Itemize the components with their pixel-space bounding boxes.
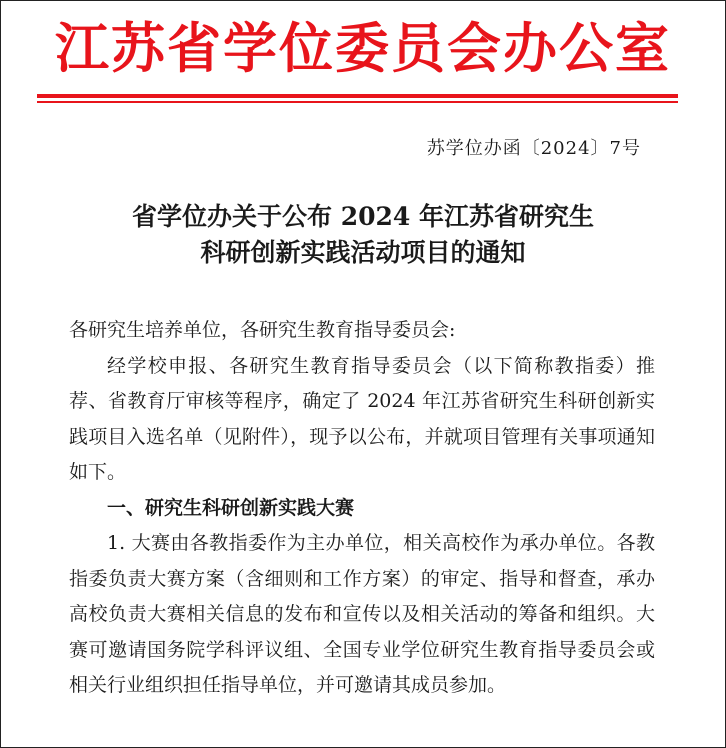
section-1-item-1: 1. 大赛由各教指委作为主办单位，相关高校作为承办单位。各教指委负责大赛方案（含细则和工作方案）的审定、指导和督查，承办高校负责大赛相关信息的发布和宣传以及相关活动的筹备和组织。大赛可邀请国务院学科评议组、全国专业学位研究生教育指导委员会或相关行业组织担任指导单位，并可邀请其成员参加。: [69, 532, 655, 696]
masthead-title: 江苏省学位委员会办公室: [55, 17, 671, 80]
section-1-heading: 一、研究生科研创新实践大赛: [107, 496, 355, 519]
notice-body: [69, 313, 655, 704]
notice-title-line-2: 科研创新实践活动项目的通知: [200, 238, 526, 267]
red-divider-thick: [37, 94, 678, 98]
notice-title: [1, 199, 725, 271]
notice-title-line-1: 省学位办关于公布 2024 年江苏省研究生: [132, 202, 594, 231]
intro-paragraph: 经学校申报、各研究生教育指导委员会（以下简称教指委）推荐、省教育厅审核等程序，确定了 2024 年江苏省研究生科研创新实践项目入选名单（见附件），现予以公布，并就项目管理有关事项通知如下。: [69, 354, 655, 483]
salutation: 各研究生培养单位，各研究生教育指导委员会:: [69, 319, 456, 341]
red-divider-thin: [37, 101, 678, 103]
document-number: 苏学位办函〔2024〕7号: [426, 138, 641, 159]
